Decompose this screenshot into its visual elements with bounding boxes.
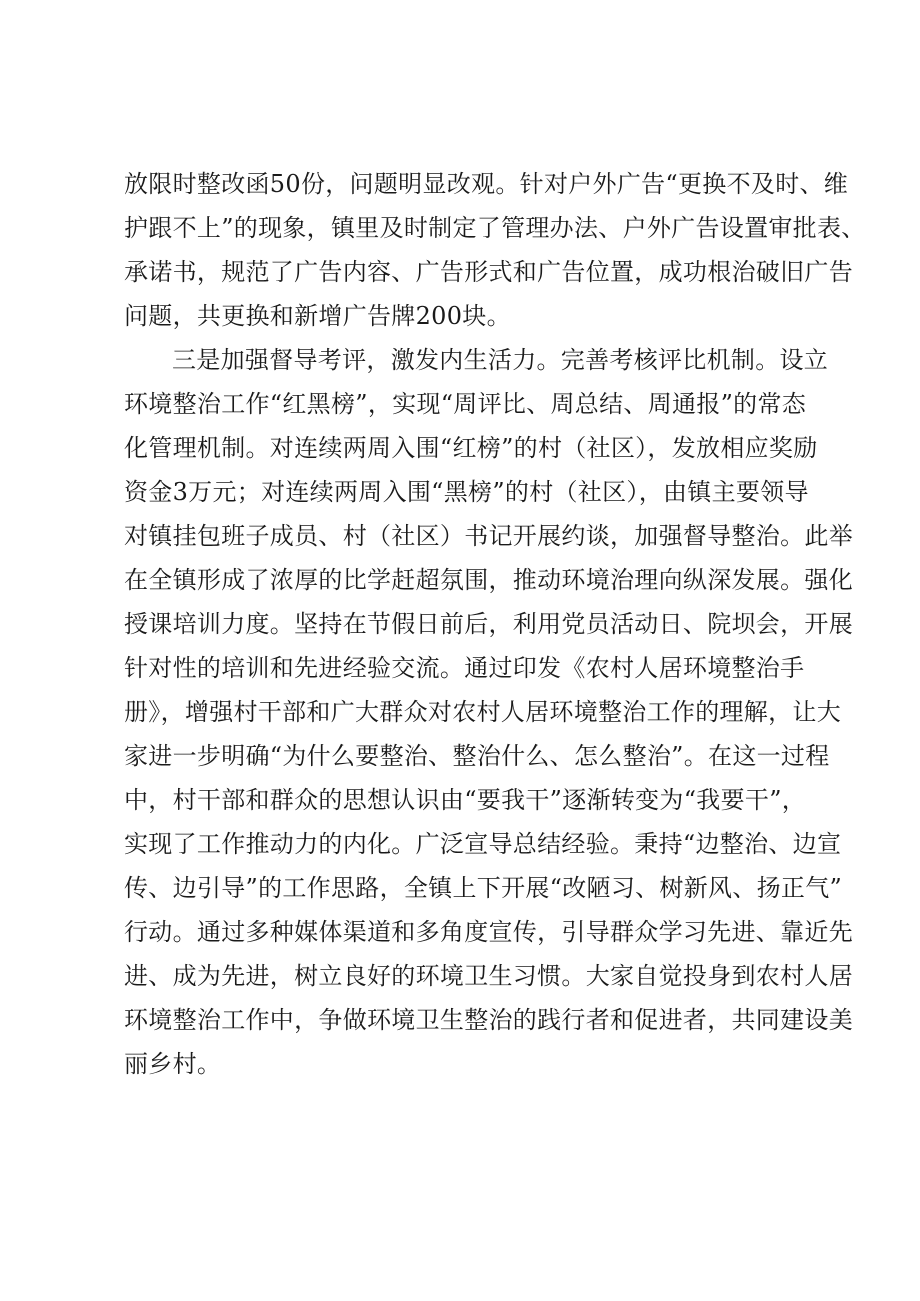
paragraph-start-line: 三是加强督导考评，激发内生活力。完善考核评比机制。设立 (172, 346, 829, 374)
text-line: 环境整治工作中，争做环境卫生整治的践行者和促进者，共同建设美 (124, 1006, 853, 1034)
text-line: 行动。通过多种媒体渠道和多角度宣传，引导群众学习先进、靠近先 (124, 918, 853, 946)
text-line: 承诺书，规范了广告内容、广告形式和广告位置，成功根治破旧广告 (124, 258, 853, 286)
text-line: 环境整治工作“红黑榜”，实现“周评比、周总结、周通报”的常态 (124, 390, 807, 418)
text-line: 实现了工作推动力的内化。广泛宣导总结经验。秉持“边整治、边宣 (124, 830, 842, 858)
text-line: 授课培训力度。坚持在节假日前后，利用党员活动日、院坝会，开展 (124, 610, 853, 638)
text-line: 在全镇形成了浓厚的比学赶超氛围，推动环境治理向纵深发展。强化 (124, 566, 853, 594)
text-line: 丽乡村。 (124, 1050, 222, 1078)
text-line: 针对性的培训和先进经验交流。通过印发《农村人居环境整治手 (124, 654, 805, 682)
text-line: 进、成为先进，树立良好的环境卫生习惯。大家自觉投身到农村人居 (124, 962, 853, 990)
text-line: 对镇挂包班子成员、村（社区）书记开展约谈，加强督导整治。此举 (124, 522, 853, 550)
text-line: 中，村干部和群众的思想认识由“要我干”逐渐转变为“我要干”， (124, 786, 807, 814)
text-line: 家进一步明确“为什么要整治、整治什么、怎么整治”。在这一过程 (124, 742, 830, 770)
text-line: 问题，共更换和新增广告牌200块。 (124, 302, 511, 330)
text-line: 护跟不上”的现象，镇里及时制定了管理办法、户外广告设置审批表、 (124, 214, 866, 242)
text-line: 传、边引导”的工作思路，全镇上下开展“改陋习、树新风、扬正气” (124, 874, 843, 902)
text-line: 资金3万元；对连续两周入围“黑榜”的村（社区），由镇主要领导 (124, 478, 809, 506)
text-line: 册》，增强村干部和广大群众对农村人居环境整治工作的理解，让大 (124, 698, 841, 726)
text-line: 放限时整改函50份，问题明显改观。针对户外广告“更换不及时、维 (124, 170, 849, 198)
text-line: 化管理机制。对连续两周入围“红榜”的村（社区），发放相应奖励 (124, 434, 818, 462)
